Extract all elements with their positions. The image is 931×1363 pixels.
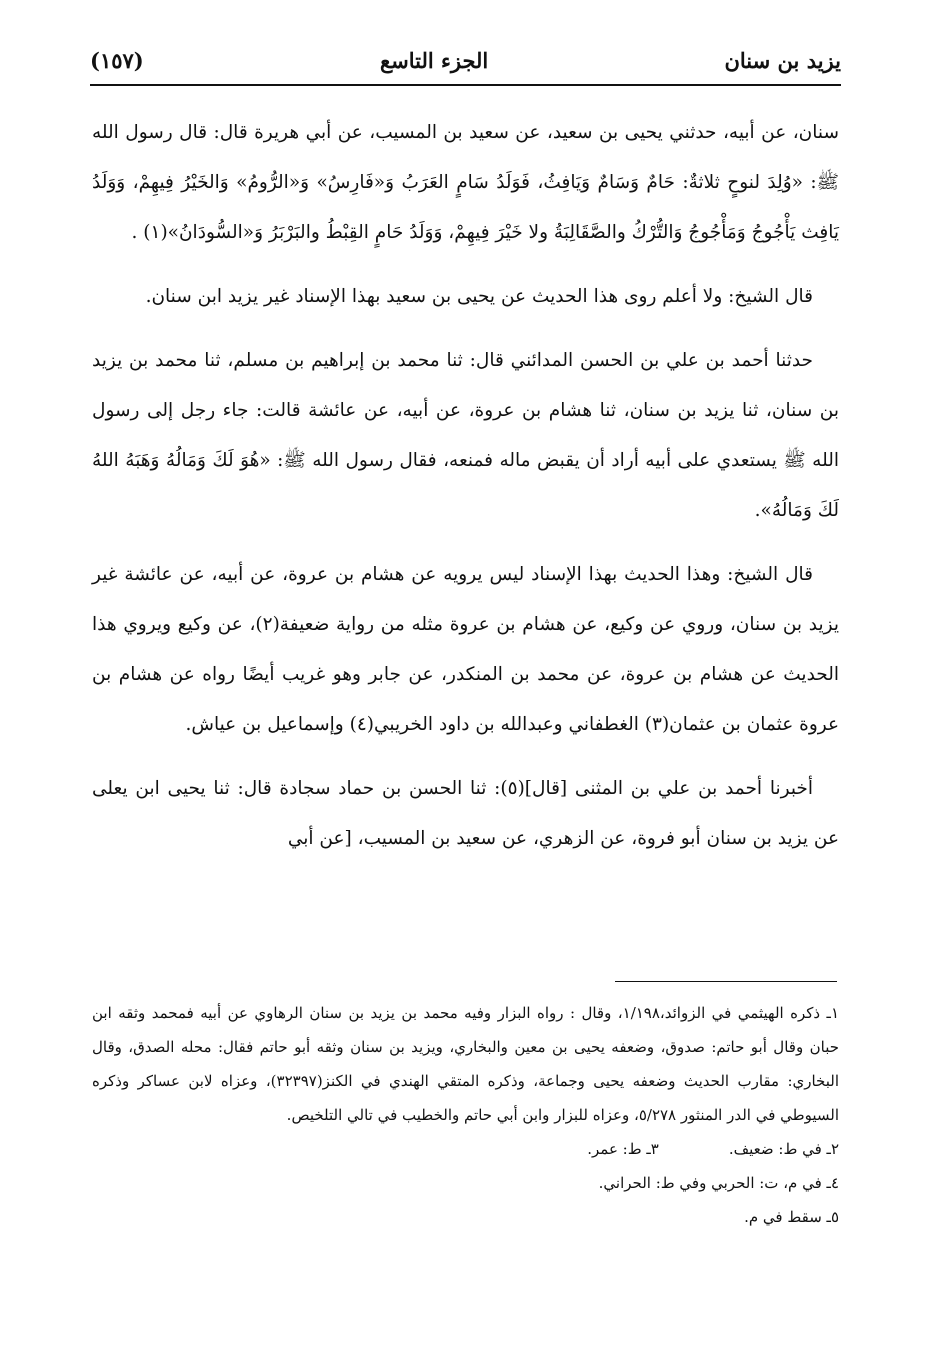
paragraph-1: سنان، عن أبيه، حدثني يحيى بن سعيد، عن سعيد بن المسيب، عن أبي هريرة قال: قال رسول الله ﷺ: «وُلِدَ لنوحٍ ثلاثةٌ: حَامٌ وَسَامٌ وَيَافِثُ، فَوَلَدُ سَامٍ العَرَبُ وَ«فَارِسُ» وَ«الرُّومُ» وَالخَيْرُ فِيهِمْ، وَوَلَدُ يَافِث يَأْجُوجُ وَمَأْجُوجُ وَالتُّرْكُ والصَّقَالِبَةُ ولا خَيْرَ فِيهِمْ، وَوَلَدُ حَامٍ القِبْطُ والبَرْبَرُ وَ«السُّودَانُ»(١) . [92,122,839,243]
footnote-1: ١ـ ذكره الهيثمي في الزوائد،١/١٩٨، وقال : رواه البزار وفيه محمد بن يزيد بن سنان الرهاوي عن أبيه فمحمد وثقه ابن حبان وقال أبو حاتم: صدوق، وضعفه يحيى بن معين والبخاري، ويزيد بن سنان وثقه أبو حاتم فقال: محله الصدق، وقال البخاري: مقارب الحديث وضعفه يحيى وجماعة، وذكره المتقي الهندي في الكنز(٣٢٣٩٧)، وعزاه لابن عساكر وذكره السيوطي في الدر المنثور ٥/٢٧٨، وعزاه للبزار وابن أبي حاتم والخطيب في تالي التلخيص. [92,1004,839,1124]
paragraph-3: حدثنا أحمد بن علي بن الحسن المدائني قال: ثنا محمد بن إبراهيم بن مسلم، ثنا محمد بن يزيد بن سنان، ثنا يزيد بن سنان، ثنا هشام بن عروة، عن أبيه، عن عائشة قالت: جاء رجل إلى رسول الله ﷺ يستعدي على أبيه أراد أن يقبض ماله فمنعه، فقال رسول الله ﷺ: «هُوَ لَكَ وَمَالُهُ وَهَبَهُ اللهُ لَكَ وَمَالُهُ». [92,350,839,521]
paragraph-5: أخبرنا أحمد بن علي بن المثنى [قال](٥): ثنا الحسن بن حماد سجادة قال: ثنا يحيى ابن يعلى عن يزيد بن سنان أبو فروة، عن الزهري، عن سعيد بن المسيب، [عن أبي [92,778,839,849]
footnotes [92,996,839,1234]
main-text [92,108,839,878]
footnote-3: ٣ـ ط: عمر. [587,1140,659,1158]
paragraph-2: قال الشيخ: ولا أعلم روى هذا الحديث عن يحيى بن سعيد بهذا الإسناد غير يزيد ابن سنان. [145,286,813,307]
footnote-4: ٤ـ في م، ت: الحربي وفي ط: الحراني. [598,1174,839,1192]
footnote-separator [615,981,837,982]
footnote-2: ٢ـ في ط: ضعيف. [728,1140,839,1158]
paragraph-4: قال الشيخ: وهذا الحديث بهذا الإسناد ليس يرويه عن هشام بن عروة، عن أبيه، عن عائشة غير يزيد بن سنان، وروي عن وكيع، عن هشام بن عروة مثله من رواية ضعيفة(٢)، عن وكيع ويروي هذا الحديث عن هشام بن عروة، عن محمد بن المنكدر، عن جابر وهو غريب أيضًا رواه عن هشام بن عروة عثمان بن عثمان(٣) الغطفاني وعبدالله بن داود الخريبي(٤) وإسماعيل بن عياش. [92,564,839,735]
footnote-row-2-3 [92,1132,839,1166]
page-header [90,38,841,82]
header-rule [90,84,841,86]
footnote-5: ٥ـ سقط في م. [744,1208,839,1226]
page-number: (١٥٧) [90,47,144,73]
section-title: يزيد بن سنان [724,47,841,73]
volume-title: الجزء التاسع [379,47,489,73]
